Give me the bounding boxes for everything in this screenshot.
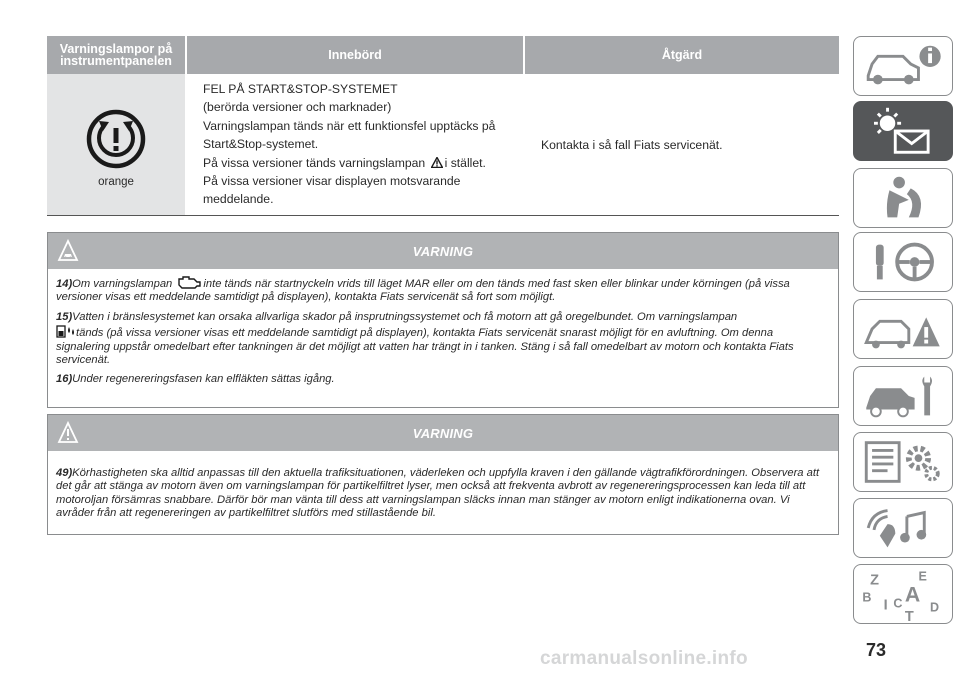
warning-item: 16)Under regenereringsfasen kan elfläkten sättas igång. xyxy=(56,373,335,386)
tab-multimedia[interactable] xyxy=(853,498,953,558)
warning-box-2 xyxy=(47,414,839,535)
warning-triangle-icon xyxy=(431,157,443,168)
warning-lights-icon xyxy=(854,102,952,160)
header-warning-lights: Varningslampor på instrumentpanelen xyxy=(47,36,185,74)
svg-text:B: B xyxy=(862,590,872,605)
tab-technical-data[interactable] xyxy=(853,432,953,492)
meaning-line: meddelande. xyxy=(203,192,274,207)
start-stop-fault-icon xyxy=(85,108,147,170)
header-action: Åtgärd xyxy=(525,36,839,74)
index-icon xyxy=(854,565,952,623)
meaning-line: På vissa versioner tänds varningslampan i stället. xyxy=(203,155,486,170)
meaning-line: Varningslampan tänds när ett funktionsfel upptäcks på xyxy=(203,118,496,133)
multimedia-icon xyxy=(854,499,952,557)
svg-text:D: D xyxy=(930,600,940,615)
tab-starting-driving[interactable] xyxy=(853,232,953,292)
svg-text:T: T xyxy=(904,609,914,623)
warning-box-header xyxy=(48,233,838,269)
warning-item: 14)Om varningslampan inte tänds när startnyckeln vrids till läget MAR eller om den tänds med fast sken eller blinkar under körningen (på vissa versioner visas ett meddelande samtidigt på displayen), kontakta Fiats servicenät så fort som möjligt. xyxy=(56,275,830,305)
tab-emergency[interactable] xyxy=(853,299,953,359)
engine-icon xyxy=(175,275,203,289)
watermark: carmanualsonline.info xyxy=(540,648,748,669)
safety-icon xyxy=(854,169,952,227)
lamp-cell xyxy=(47,74,185,215)
action-text: Kontakta i så fall Fiats servicenät. xyxy=(541,137,723,152)
meaning-line: (berörda versioner och marknader) xyxy=(203,100,392,115)
technical-data-icon xyxy=(854,433,952,491)
tab-safety[interactable] xyxy=(853,168,953,228)
warning-title: VARNING xyxy=(412,243,474,259)
maintenance-icon xyxy=(854,367,952,425)
tab-maintenance[interactable] xyxy=(853,366,953,426)
warning-lights-table xyxy=(47,36,839,216)
warning-triangle-icon xyxy=(56,420,80,444)
warning-body xyxy=(48,269,838,401)
car-warning-icon xyxy=(56,238,80,262)
svg-text:A: A xyxy=(904,582,921,607)
warning-title: VARNING xyxy=(412,425,474,441)
table-row xyxy=(47,74,839,216)
warning-box-1 xyxy=(47,232,839,408)
lamp-color-caption: orange xyxy=(98,175,134,188)
header-meaning: Innebörd xyxy=(187,36,523,74)
warning-body xyxy=(48,451,838,535)
svg-text:C: C xyxy=(893,596,903,611)
starting-driving-icon xyxy=(854,233,952,291)
tab-warning-lights[interactable] xyxy=(853,101,953,161)
action-cell xyxy=(525,74,839,215)
car-info-icon xyxy=(854,37,952,95)
warning-item: 15)Vatten i bränslesystemet kan orsaka allvarliga skador på insprutningssystemet och få motorn att gå oregelbundet. Om varningslampan tänds (på vissa versioner visas ett meddelande samtidigt på displayen), kontakta Fiats servicenät snarast möjligt för en avluftning. Om denna signalering uppstår omedelbart efter tankningen är det möjligt att vatten har trängt in i tanken. Stäng i så fall omedelbart av motorn och kontakta Fiats servicenät. xyxy=(56,310,794,367)
meaning-line: På vissa versioner visar displayen motsvarande xyxy=(203,174,461,189)
water-in-fuel-icon xyxy=(56,324,76,338)
warning-item: 49)Körhastigheten ska alltid anpassas till den aktuella trafiksituationen, väderleken och uppfylla kraven i den gällande vägtrafikförordningen. Observera att det går att stänga av motorn även om varningslampan för partikelfiltret lyser, men också att frekventa avbrott av regenereringsprocessen kan leda till att motoroljan försämras snabbare. Därför bör man vänta till dess att varningslampan släcks innan man stänger av motorn enligt indikationerna ovan. Vi avråder från att regenereringen av partikelfiltret slutförs med stillastående bil. xyxy=(56,467,820,520)
meaning-line: FEL PÅ START&STOP-SYSTEMET xyxy=(203,82,398,96)
page-number: 73 xyxy=(866,640,887,660)
svg-text:E: E xyxy=(918,569,927,584)
svg-text:I: I xyxy=(883,597,888,614)
tab-index[interactable] xyxy=(853,564,953,624)
table-header xyxy=(47,36,839,74)
tab-car-info[interactable] xyxy=(853,36,953,96)
emergency-icon xyxy=(854,300,952,358)
svg-text:Z: Z xyxy=(870,572,879,589)
warning-box-header xyxy=(48,415,838,451)
meaning-line: Start&Stop-systemet. xyxy=(203,137,319,152)
meaning-cell xyxy=(187,74,523,215)
